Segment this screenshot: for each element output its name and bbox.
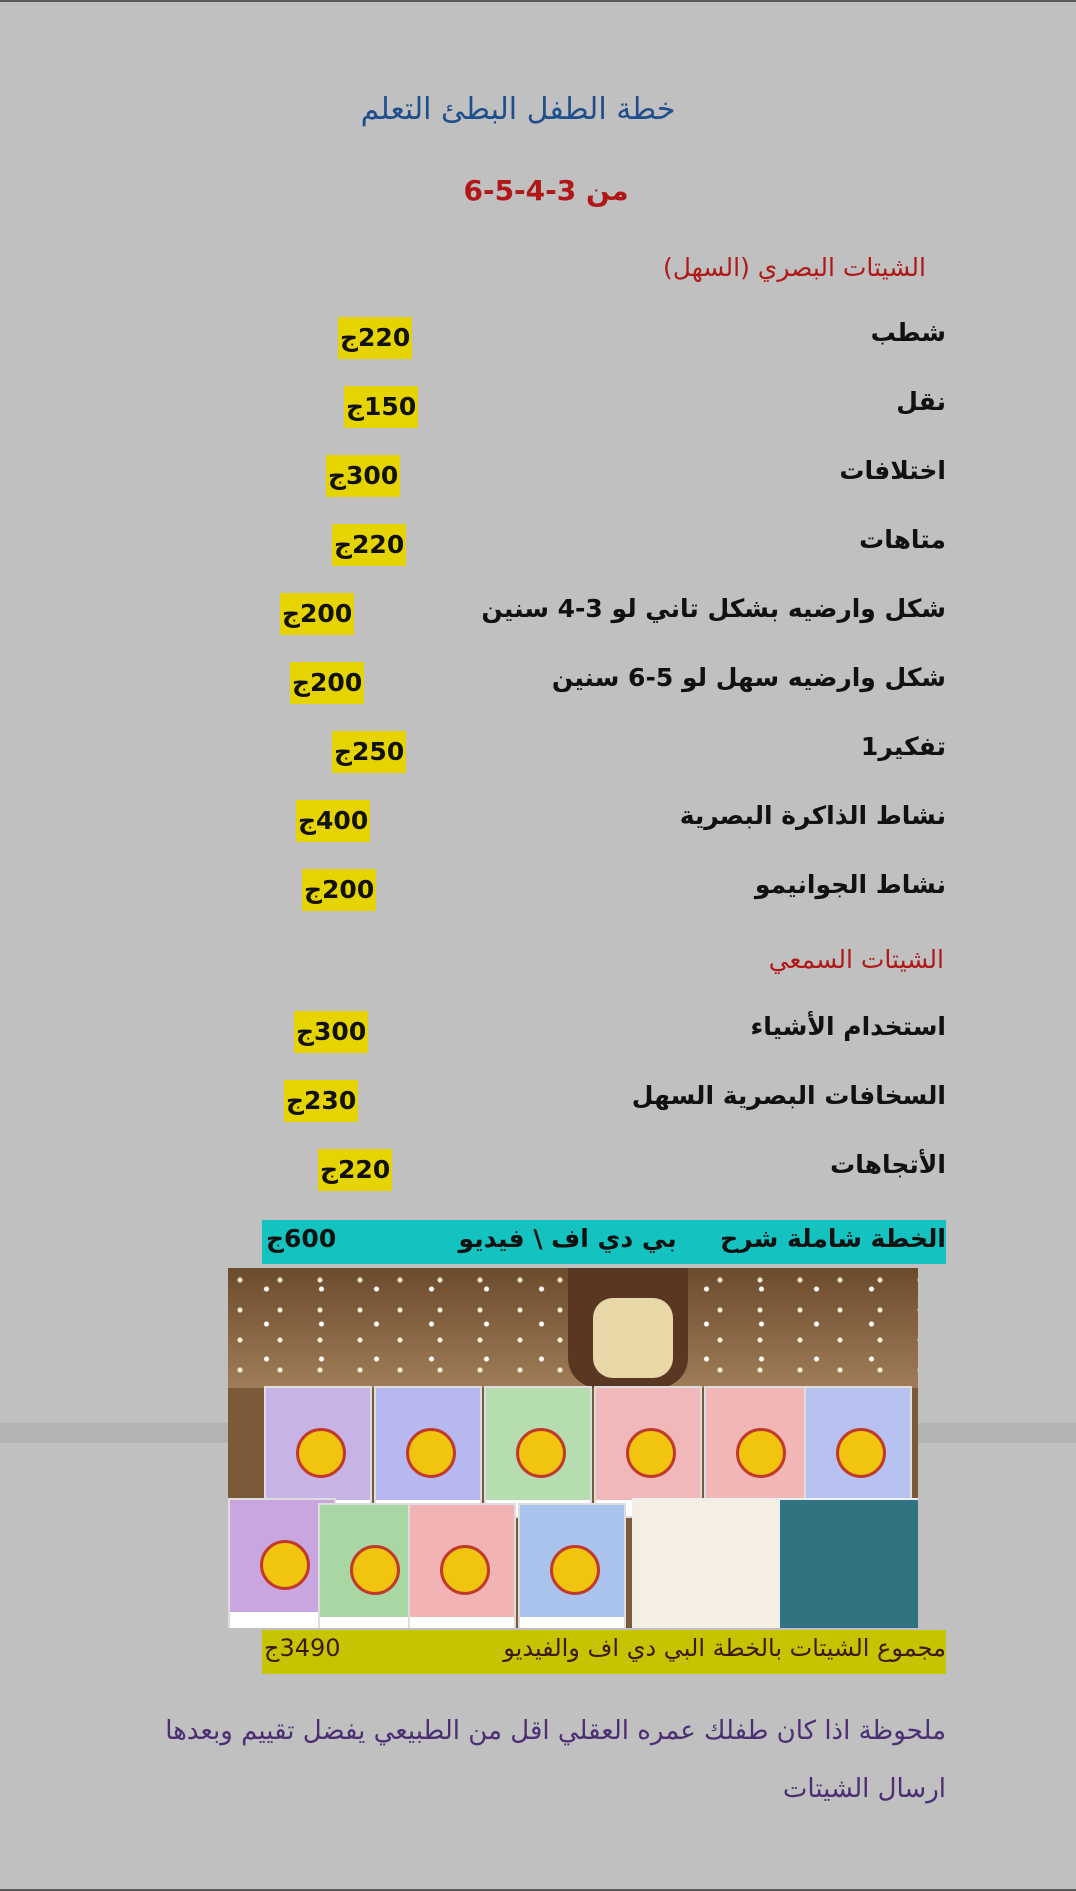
item-price-9: 200ج — [302, 869, 376, 911]
top-border — [0, 0, 1076, 2]
total-label: مجموع الشيتات بالخطة البي دي اف والفيديو — [503, 1634, 946, 1662]
logo-icon — [296, 1428, 346, 1478]
book-label — [520, 1617, 624, 1628]
child-dress — [593, 1298, 673, 1378]
item-price-10: 300ج — [294, 1011, 368, 1053]
page-title-text: خطة الطفل البطئ التعلم — [360, 92, 676, 127]
item-label-8: نشاط الذاكرة البصرية — [679, 801, 946, 830]
item-price-1: 220ج — [338, 317, 412, 359]
age-range-text: من 3-4-5-6 — [463, 174, 629, 207]
visual-section-heading: الشيتات البصري (السهل) — [663, 253, 926, 282]
item-label-2: نقل — [896, 387, 946, 416]
logo-icon — [260, 1540, 310, 1590]
book-label — [410, 1617, 514, 1628]
logo-icon — [350, 1545, 400, 1595]
item-label-3: اختلافات — [839, 456, 946, 485]
item-price-12: 220ج — [318, 1149, 392, 1191]
item-price-5: 200ج — [280, 593, 354, 635]
item-price-6: 200ج — [290, 662, 364, 704]
item-label-5: شكل وارضيه بشكل تاني لو 3-4 سنين — [481, 594, 946, 623]
workbook — [518, 1503, 626, 1628]
logo-icon — [836, 1428, 886, 1478]
item-label-1: شطب — [870, 318, 946, 347]
item-price-4: 220ج — [332, 524, 406, 566]
logo-icon — [626, 1428, 676, 1478]
plan-price: 600ج — [266, 1224, 337, 1253]
item-label-7: تفكير1 — [860, 732, 946, 761]
auditory-section-heading: الشيتات السمعي — [768, 945, 944, 974]
plan-label: الخطة شاملة شرح بي دي اف \ فيديو — [458, 1224, 946, 1253]
logo-icon — [516, 1428, 566, 1478]
item-label-12: الأتجاهات — [830, 1150, 946, 1179]
memory-game-box — [632, 1498, 786, 1628]
logo-icon — [406, 1428, 456, 1478]
age-range — [0, 174, 1076, 207]
item-label-4: متاهات — [859, 525, 946, 554]
page-title — [0, 92, 1076, 127]
workbook — [408, 1503, 516, 1628]
item-price-2: 150ج — [344, 386, 418, 428]
item-label-6: شكل وارضيه سهل لو 5-6 سنين — [551, 663, 946, 692]
note-text: ملحوظة اذا كان طفلك عمره العقلي اقل من الطبيعي يفضل تقييم وبعدها ارسال الشيتات — [165, 1716, 946, 1804]
item-price-8: 400ج — [296, 800, 370, 842]
total-price: 3490ج — [264, 1634, 341, 1662]
item-label-9: نشاط الجوانيمو — [754, 870, 946, 899]
item-label-11: السخافات البصرية السهل — [631, 1081, 946, 1110]
item-price-3: 300ج — [326, 455, 400, 497]
ladybug-game-box — [778, 1498, 918, 1628]
logo-icon — [550, 1545, 600, 1595]
logo-icon — [736, 1428, 786, 1478]
product-photo — [228, 1268, 918, 1628]
logo-icon — [440, 1545, 490, 1595]
item-label-10: استخدام الأشياء — [750, 1012, 946, 1041]
item-price-7: 250ج — [332, 731, 406, 773]
workbook — [484, 1386, 592, 1518]
workbook — [374, 1386, 482, 1518]
item-price-11: 230ج — [284, 1080, 358, 1122]
